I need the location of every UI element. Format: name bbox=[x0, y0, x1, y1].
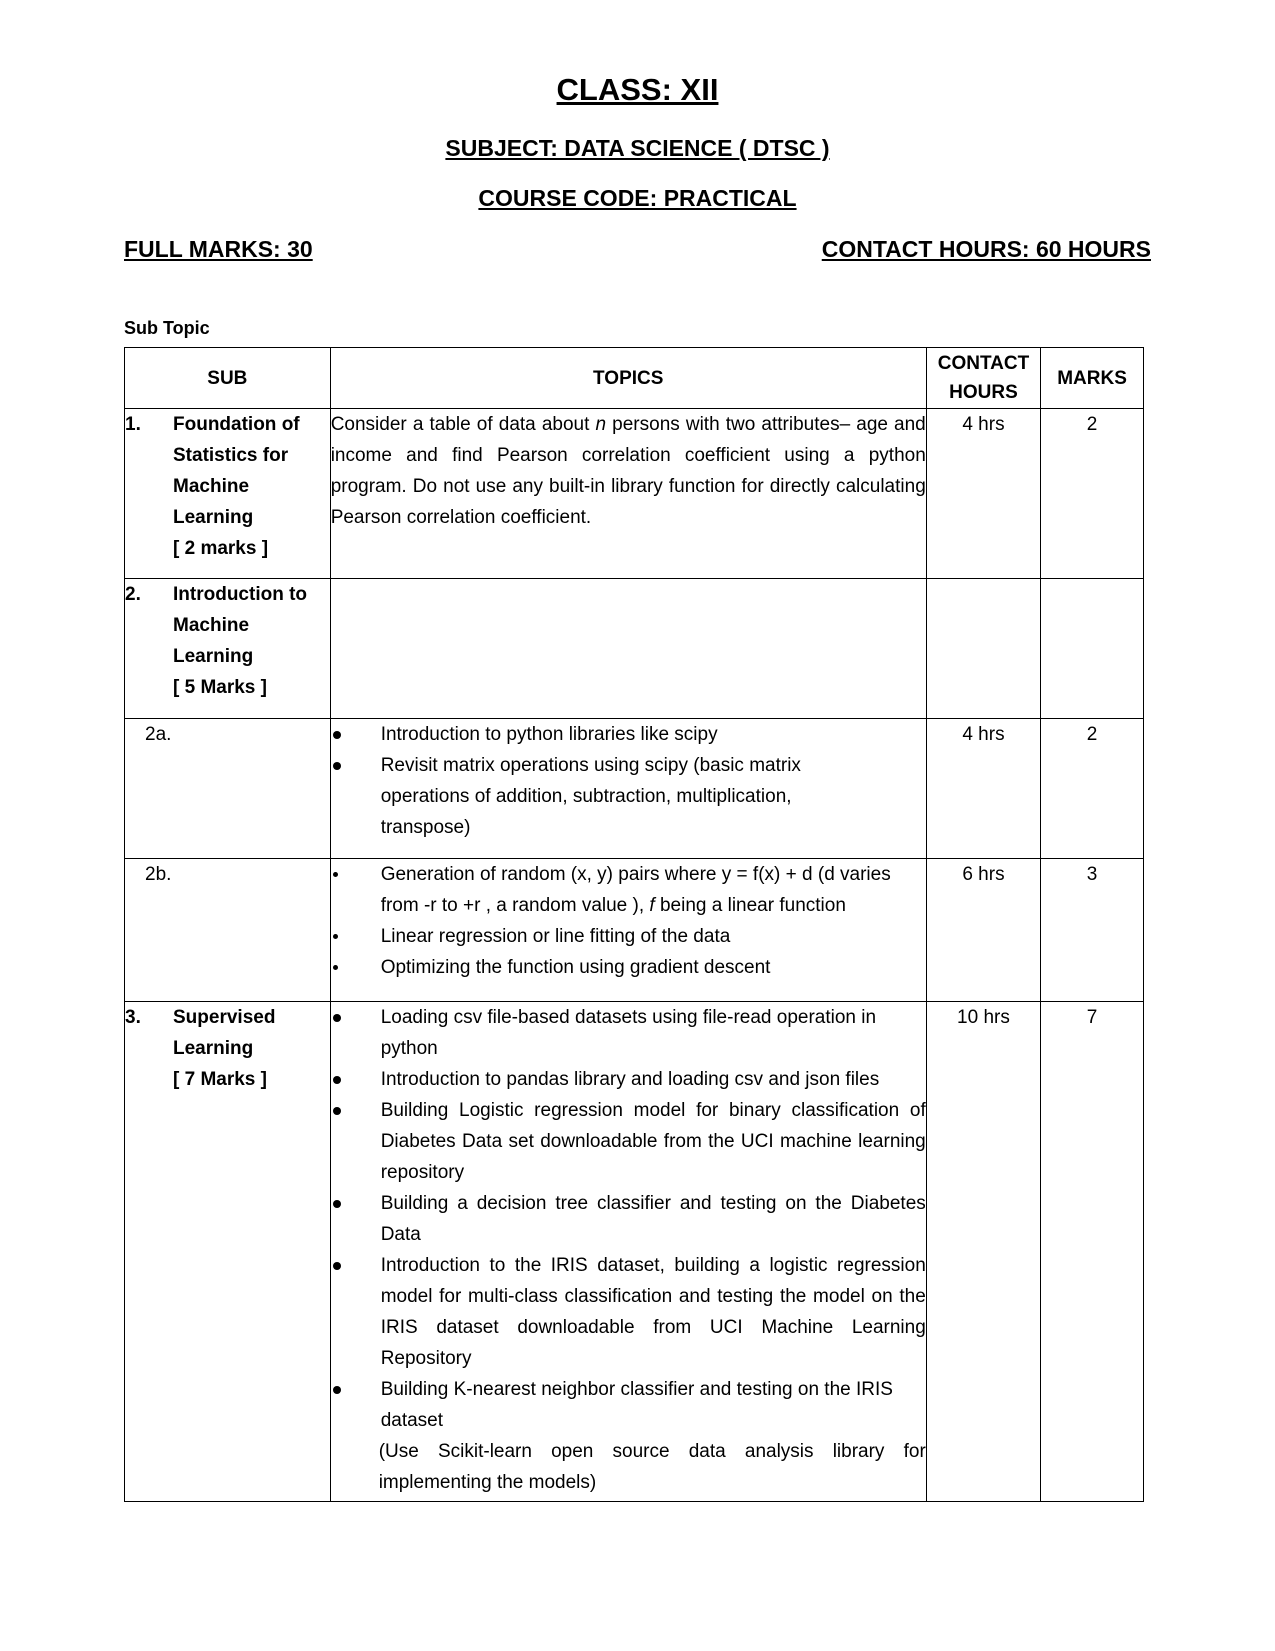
bullet-text: Loading csv file-based datasets using file-read operation in python bbox=[380, 1007, 877, 1059]
header-contact-hours bbox=[926, 348, 1040, 409]
bullet-icon bbox=[333, 1014, 341, 1022]
bullet-text bbox=[381, 859, 926, 921]
topic-cell bbox=[330, 1002, 926, 1502]
header-sub: SUB bbox=[125, 348, 331, 409]
bullet-text: Introduction to pandas library and loading csv and json files bbox=[380, 1069, 880, 1090]
header-contact-hours-line1: CONTACT bbox=[937, 353, 1030, 374]
bullet-icon bbox=[333, 1076, 341, 1084]
marks-cell: 7 bbox=[1041, 1002, 1144, 1502]
bullet-text: Introduction to the IRIS dataset, building a logistic regression model for multi-class classification and testing the model on the IRIS dataset downloadable from UCI Machine Learning Repository bbox=[380, 1255, 926, 1369]
sub-marks: [ 2 marks ] bbox=[173, 538, 269, 559]
sub-name-line: Learning bbox=[173, 646, 254, 667]
bullet-text-part: being a linear function bbox=[654, 895, 846, 916]
hours-cell: 4 hrs bbox=[926, 409, 1040, 579]
marks-cell bbox=[1041, 579, 1144, 719]
hours-cell bbox=[926, 579, 1040, 719]
sub-cell bbox=[125, 409, 331, 579]
marks-cell: 2 bbox=[1041, 719, 1144, 859]
row-number: 2. bbox=[125, 584, 141, 605]
hours-cell: 10 hrs bbox=[926, 1002, 1040, 1502]
bullet-icon bbox=[333, 1386, 341, 1394]
full-marks: FULL MARKS: 30 bbox=[124, 236, 313, 262]
hours-cell: 6 hrs bbox=[926, 859, 1040, 1002]
sub-name-line: Introduction to bbox=[173, 584, 308, 605]
topic-cell bbox=[330, 719, 926, 859]
topic-cell bbox=[330, 859, 926, 1002]
header-topics: TOPICS bbox=[330, 348, 926, 409]
list-item bbox=[331, 859, 926, 921]
list-item bbox=[331, 750, 926, 843]
list-item bbox=[331, 1250, 926, 1374]
list-item bbox=[331, 1002, 926, 1064]
list-item bbox=[331, 921, 926, 952]
table-row bbox=[125, 579, 1144, 719]
bullet-icon bbox=[333, 731, 341, 739]
sub-name-line: Machine bbox=[173, 476, 250, 497]
list-item bbox=[331, 1188, 926, 1250]
sub-name bbox=[173, 409, 300, 564]
topic-text: persons with two attributes– age and income and find Pearson correlation coefficient using a python program. Do not use any built-in library function for directly calculating Pearson correlation coefficient. bbox=[330, 414, 926, 528]
sub-name bbox=[173, 579, 307, 703]
sub-name bbox=[173, 1002, 275, 1095]
sub-cell bbox=[125, 1002, 331, 1502]
bullet-text: Introduction to python libraries like scipy bbox=[380, 724, 718, 745]
bullet-text-part: Generation of random (x, y) pairs where y = f(x) + d (d varies from -r to +r , a random value ), bbox=[380, 864, 891, 916]
course-code: COURSE CODE: PRACTICAL bbox=[478, 185, 797, 211]
sub-cell bbox=[125, 859, 331, 1002]
bullet-icon bbox=[333, 872, 338, 877]
bullet-icon bbox=[333, 1107, 341, 1115]
list-item bbox=[331, 952, 926, 983]
marks-cell: 3 bbox=[1041, 859, 1144, 1002]
hours-cell: 4 hrs bbox=[926, 719, 1040, 859]
subject-title: SUBJECT: DATA SCIENCE ( DTSC ) bbox=[445, 135, 830, 161]
sub-cell bbox=[125, 579, 331, 719]
sub-name-line: Machine bbox=[173, 615, 250, 636]
list-item bbox=[331, 719, 926, 750]
table-row bbox=[125, 1002, 1144, 1502]
row-number: 1. bbox=[125, 414, 141, 435]
bullet-icon bbox=[333, 1262, 341, 1270]
implementation-note: (Use Scikit-learn open source data analysis library for implementing the models) bbox=[378, 1441, 926, 1493]
sub-marks: [ 5 Marks ] bbox=[173, 677, 267, 698]
topic-cell bbox=[330, 579, 926, 719]
table-header-row bbox=[125, 348, 1144, 409]
table-row bbox=[125, 409, 1144, 579]
table-row bbox=[125, 719, 1144, 859]
sub-cell bbox=[125, 719, 331, 859]
sub-name-line: Learning bbox=[173, 1038, 254, 1059]
table-row bbox=[125, 859, 1144, 1002]
contact-hours-total: CONTACT HOURS: 60 HOURS bbox=[821, 236, 1151, 262]
marks-cell: 2 bbox=[1041, 409, 1144, 579]
bullet-text: Building K-nearest neighbor classifier and testing on the IRIS dataset bbox=[380, 1379, 893, 1431]
list-item bbox=[331, 1095, 926, 1188]
bullet-icon bbox=[333, 934, 338, 939]
sub-name-line: Statistics for bbox=[173, 445, 289, 466]
bullet-text: Building a decision tree classifier and testing on the Diabetes Data bbox=[380, 1193, 926, 1245]
function-symbol: f bbox=[649, 895, 655, 916]
bullet-text: Linear regression or line fitting of the data bbox=[380, 926, 731, 947]
topic-text: Consider a table of data about bbox=[330, 414, 596, 435]
bullet-icon bbox=[333, 965, 338, 970]
bullet-icon bbox=[333, 762, 341, 770]
bullet-icon bbox=[333, 1200, 341, 1208]
subtopic-label: Sub Topic bbox=[124, 318, 210, 338]
row-number: 3. bbox=[125, 1007, 141, 1028]
class-title: CLASS: XII bbox=[556, 72, 719, 107]
sub-name-line: Learning bbox=[173, 507, 254, 528]
bullet-text: Building Logistic regression model for binary classification of Diabetes Data set downloadable from the UCI machine learning repository bbox=[380, 1100, 926, 1183]
sub-marks: [ 7 Marks ] bbox=[173, 1069, 267, 1090]
list-item bbox=[331, 1374, 926, 1436]
header-contact-hours-line2: HOURS bbox=[949, 382, 1018, 403]
bullet-text: Optimizing the function using gradient descent bbox=[380, 957, 771, 978]
sub-name-line: Foundation of bbox=[173, 414, 300, 435]
list-item bbox=[331, 1064, 926, 1095]
row-number: 2a. bbox=[145, 724, 172, 745]
topic-variable: n bbox=[595, 414, 607, 435]
sub-name-line: Supervised bbox=[173, 1007, 276, 1028]
topic-cell bbox=[330, 409, 926, 579]
syllabus-table bbox=[124, 347, 1144, 1502]
row-number: 2b. bbox=[145, 864, 172, 885]
header-marks: MARKS bbox=[1041, 348, 1144, 409]
bullet-text: Revisit matrix operations using scipy (basic matrix operations of addition, subtraction, multiplication, transpose) bbox=[380, 755, 801, 838]
